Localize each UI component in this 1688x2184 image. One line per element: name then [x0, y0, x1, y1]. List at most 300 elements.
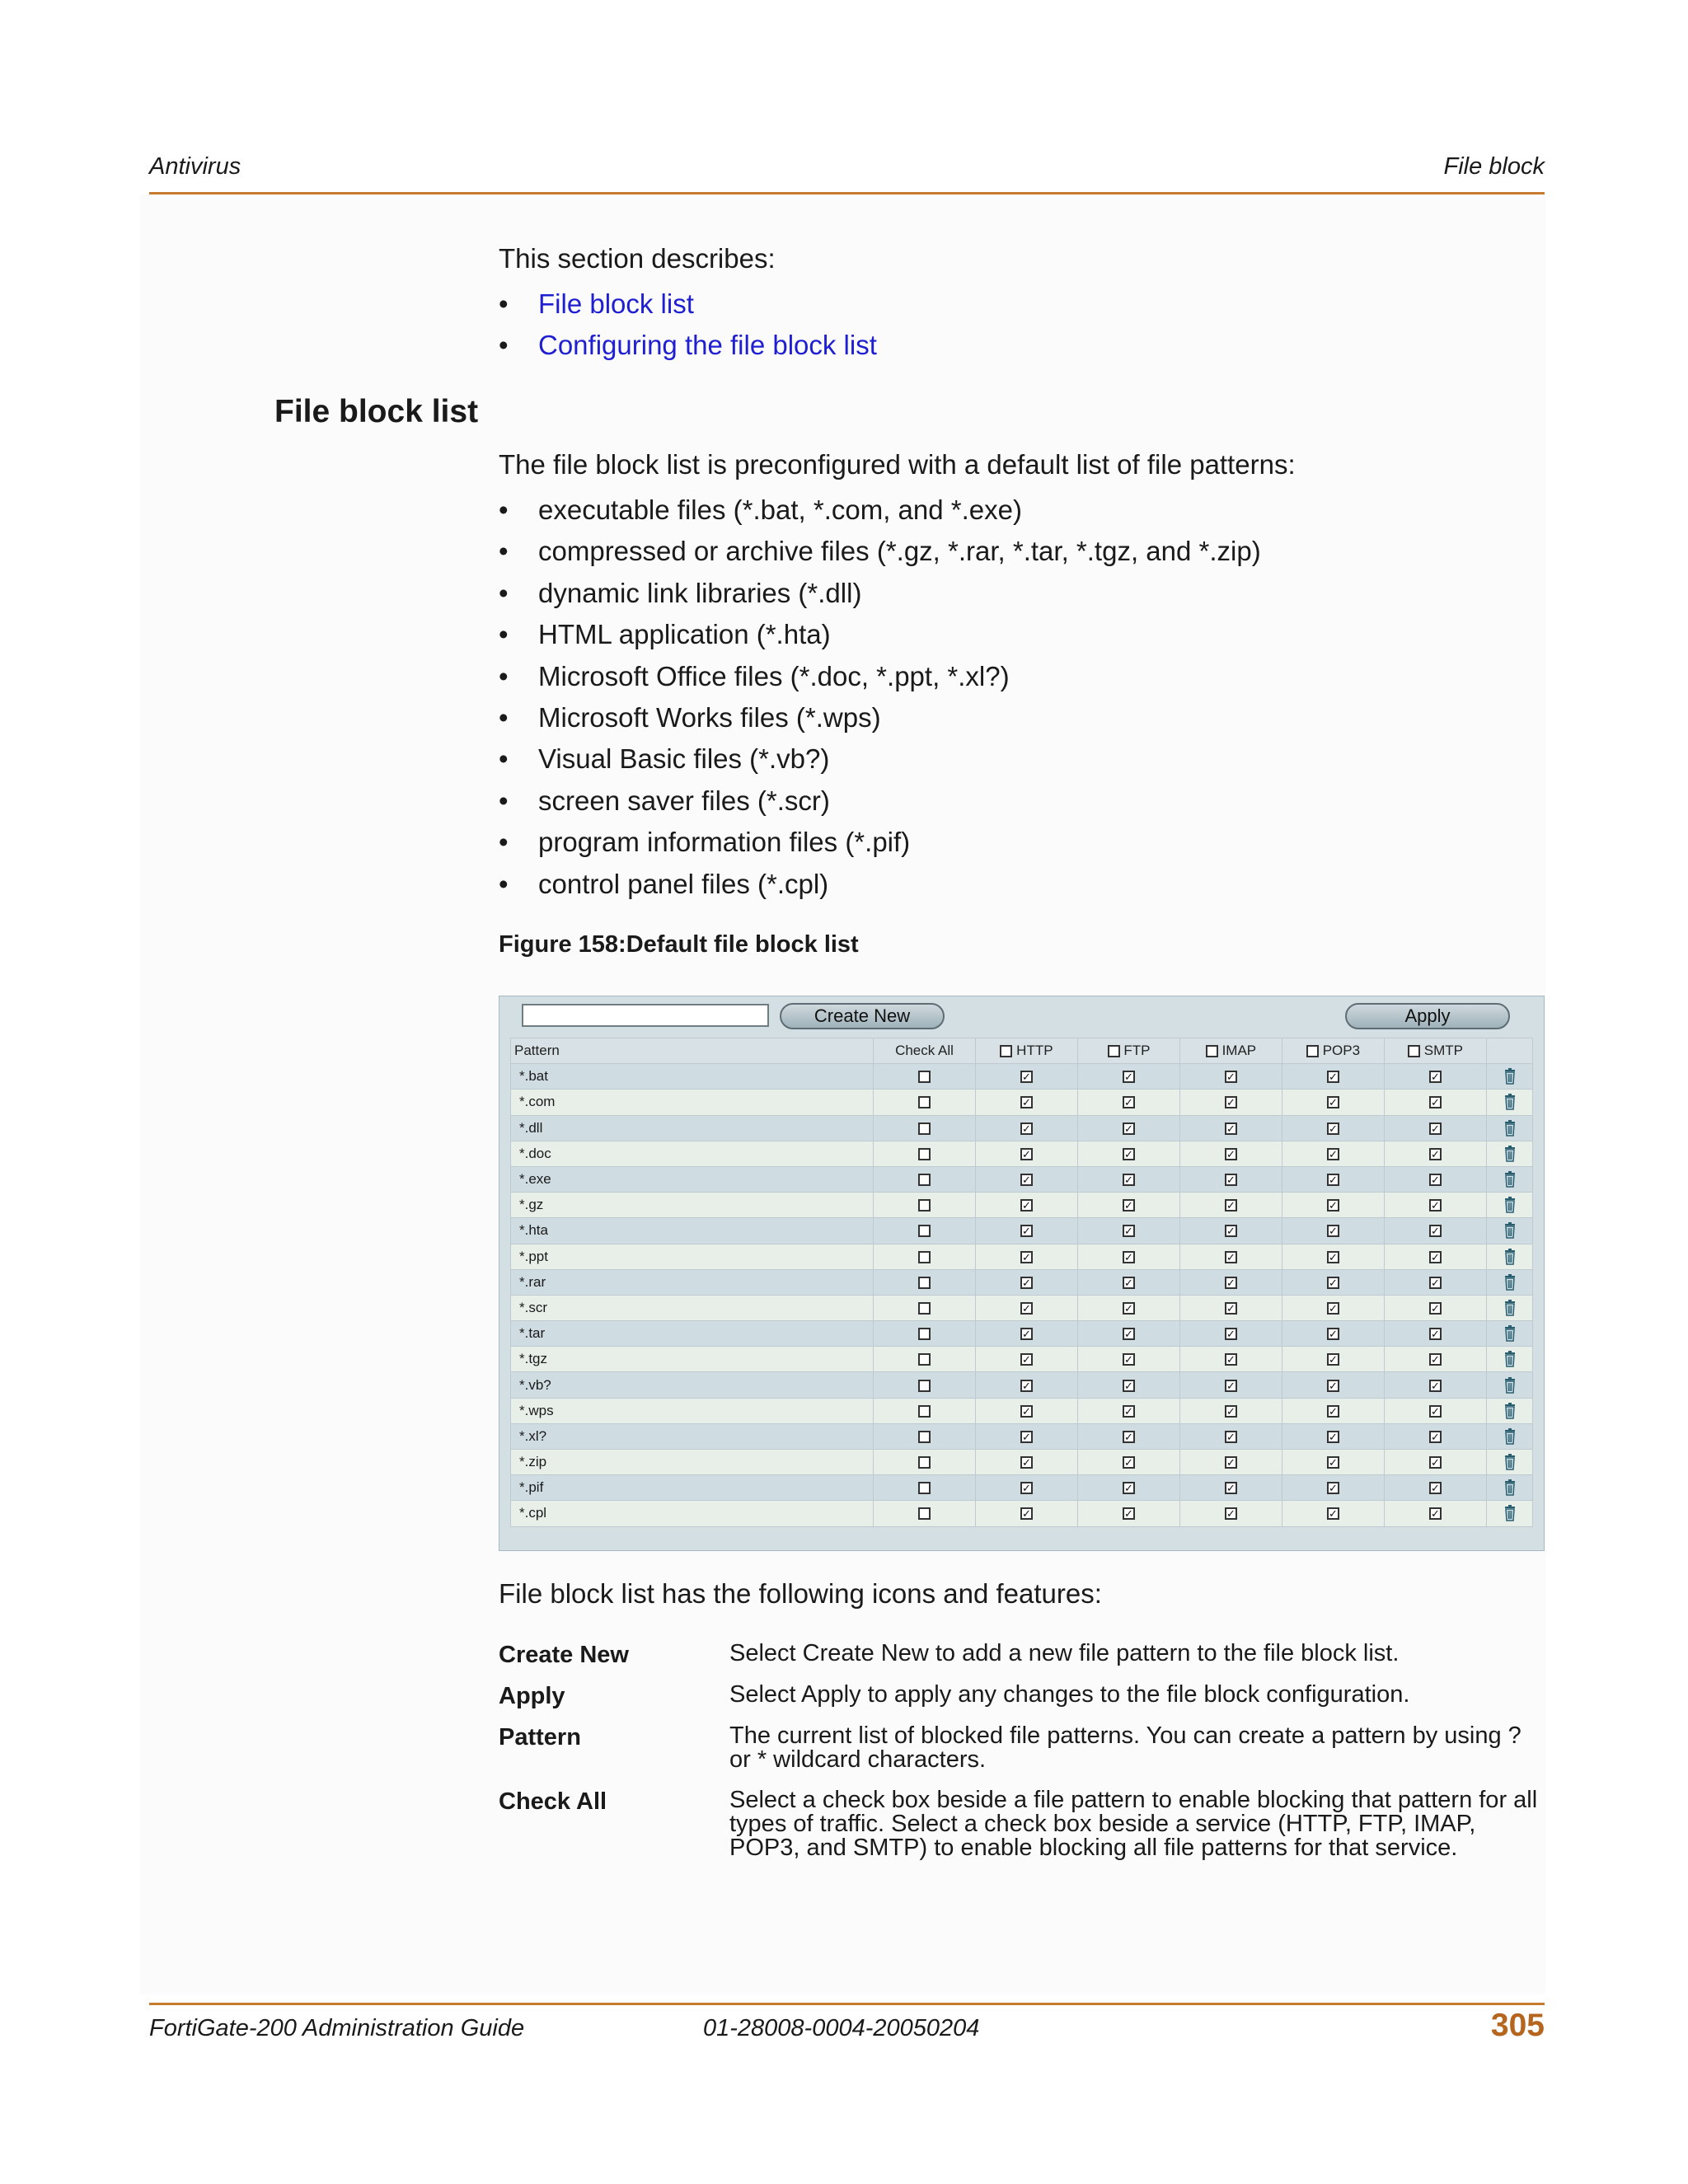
smtp-cell	[1385, 1450, 1487, 1475]
http-cell	[976, 1450, 1078, 1475]
all-checkbox[interactable]	[918, 1482, 931, 1494]
ftp-cell	[1078, 1218, 1180, 1244]
bullet-icon: •	[499, 577, 509, 608]
bullet-icon: •	[499, 288, 509, 319]
apply-button[interactable]: Apply	[1345, 1003, 1510, 1029]
file-block-screenshot	[499, 996, 1545, 1551]
table-row	[511, 1090, 1533, 1115]
all-cell	[874, 1347, 976, 1372]
all-checkbox[interactable]	[918, 1277, 931, 1289]
imap-checkbox[interactable]: ✓	[1225, 1302, 1237, 1315]
pop3-cell	[1282, 1372, 1385, 1398]
all-cell	[874, 1090, 976, 1115]
bullet-icon: •	[499, 868, 509, 899]
smtp-checkbox[interactable]: ✓	[1429, 1225, 1442, 1237]
feature-term: Apply	[499, 1683, 565, 1709]
pop3-checkbox[interactable]: ✓	[1327, 1405, 1339, 1418]
imap-checkbox[interactable]: ✓	[1225, 1431, 1237, 1443]
all-cell	[874, 1166, 976, 1192]
pattern-cell: *.cpl	[511, 1501, 874, 1526]
imap-checkbox[interactable]: ✓	[1225, 1225, 1237, 1237]
ftp-checkbox[interactable]: ✓	[1123, 1328, 1135, 1340]
http-checkbox[interactable]: ✓	[1020, 1174, 1033, 1186]
table-header-row	[511, 1038, 1533, 1064]
feature-term: Pattern	[499, 1724, 581, 1750]
pattern-cell: *.vb?	[511, 1372, 874, 1398]
imap-cell	[1180, 1501, 1282, 1526]
all-checkbox[interactable]	[918, 1431, 931, 1443]
col-pattern: Pattern	[511, 1038, 874, 1064]
http-checkbox[interactable]: ✓	[1020, 1380, 1033, 1392]
http-checkbox[interactable]	[1000, 1045, 1012, 1057]
imap-cell	[1180, 1295, 1282, 1320]
footer-doc-number: 01-28008-0004-20050204	[703, 2015, 980, 2041]
ftp-cell	[1078, 1501, 1180, 1526]
ftp-cell	[1078, 1372, 1180, 1398]
all-cell	[874, 1193, 976, 1218]
ftp-cell	[1078, 1141, 1180, 1166]
section-intro: The file block list is preconfigured with a default list of file patterns:	[499, 449, 1296, 480]
all-checkbox[interactable]	[918, 1122, 931, 1135]
http-checkbox[interactable]: ✓	[1020, 1199, 1033, 1212]
pop3-checkbox[interactable]: ✓	[1327, 1096, 1339, 1108]
delete-cell	[1487, 1475, 1533, 1501]
http-checkbox[interactable]: ✓	[1020, 1096, 1033, 1108]
pop3-cell	[1282, 1269, 1385, 1295]
all-cell	[874, 1244, 976, 1269]
bullet-icon: •	[499, 494, 509, 525]
pop3-cell	[1282, 1501, 1385, 1526]
imap-cell	[1180, 1166, 1282, 1192]
trash-icon[interactable]	[1501, 1145, 1519, 1163]
ftp-checkbox[interactable]	[1108, 1045, 1120, 1057]
bullet-icon: •	[499, 619, 509, 650]
http-checkbox[interactable]: ✓	[1020, 1251, 1033, 1263]
bullet-text: executable files (*.bat, *.com, and *.exe)	[538, 494, 1022, 525]
http-cell	[976, 1398, 1078, 1423]
all-cell	[874, 1218, 976, 1244]
table-row	[511, 1347, 1533, 1372]
pattern-cell: *.pif	[511, 1475, 874, 1501]
delete-cell	[1487, 1347, 1533, 1372]
pattern-cell: *.bat	[511, 1064, 874, 1090]
delete-cell	[1487, 1501, 1533, 1526]
pop3-checkbox[interactable]	[1306, 1045, 1319, 1057]
smtp-cell	[1385, 1193, 1487, 1218]
ftp-checkbox[interactable]: ✓	[1123, 1096, 1135, 1108]
ftp-cell	[1078, 1193, 1180, 1218]
table-row	[511, 1423, 1533, 1449]
imap-cell	[1180, 1347, 1282, 1372]
table-row	[511, 1193, 1533, 1218]
pop3-checkbox[interactable]: ✓	[1327, 1225, 1339, 1237]
pattern-cell: *.tar	[511, 1321, 874, 1347]
imap-checkbox[interactable]: ✓	[1225, 1277, 1237, 1289]
all-checkbox[interactable]	[918, 1174, 931, 1186]
ftp-checkbox[interactable]: ✓	[1123, 1380, 1135, 1392]
all-checkbox[interactable]	[918, 1302, 931, 1315]
bullet-item	[499, 827, 1261, 868]
trash-icon[interactable]	[1501, 1093, 1519, 1111]
pop3-cell	[1282, 1475, 1385, 1501]
smtp-cell	[1385, 1141, 1487, 1166]
http-checkbox[interactable]: ✓	[1020, 1482, 1033, 1494]
table-row	[511, 1321, 1533, 1347]
pop3-checkbox[interactable]: ✓	[1327, 1507, 1339, 1520]
delete-cell	[1487, 1193, 1533, 1218]
trash-icon[interactable]	[1501, 1067, 1519, 1085]
trash-icon[interactable]	[1501, 1299, 1519, 1317]
http-checkbox[interactable]: ✓	[1020, 1507, 1033, 1520]
pop3-checkbox[interactable]: ✓	[1327, 1148, 1339, 1160]
all-checkbox[interactable]	[918, 1353, 931, 1366]
bullet-item	[499, 785, 1261, 827]
smtp-checkbox[interactable]: ✓	[1429, 1199, 1442, 1212]
smtp-checkbox[interactable]: ✓	[1429, 1302, 1442, 1315]
pop3-checkbox[interactable]: ✓	[1327, 1431, 1339, 1443]
pattern-cell: *.doc	[511, 1141, 874, 1166]
footer-rule	[149, 2003, 1545, 2005]
trash-icon[interactable]	[1501, 1273, 1519, 1291]
http-checkbox[interactable]: ✓	[1020, 1225, 1033, 1237]
bullet-icon: •	[499, 330, 509, 360]
all-checkbox[interactable]	[918, 1380, 931, 1392]
trash-icon[interactable]	[1501, 1453, 1519, 1471]
ftp-cell	[1078, 1269, 1180, 1295]
http-cell	[976, 1321, 1078, 1347]
smtp-checkbox[interactable]: ✓	[1429, 1507, 1442, 1520]
pop3-checkbox[interactable]: ✓	[1327, 1302, 1339, 1315]
smtp-checkbox[interactable]: ✓	[1429, 1174, 1442, 1186]
imap-checkbox[interactable]: ✓	[1225, 1174, 1237, 1186]
bullet-icon: •	[499, 536, 509, 567]
smtp-checkbox[interactable]	[1408, 1045, 1420, 1057]
bullet-icon: •	[499, 701, 509, 733]
imap-cell	[1180, 1090, 1282, 1115]
trash-icon[interactable]	[1501, 1376, 1519, 1394]
ftp-checkbox[interactable]: ✓	[1123, 1199, 1135, 1212]
imap-cell	[1180, 1423, 1282, 1449]
ftp-cell	[1078, 1244, 1180, 1269]
all-cell	[874, 1295, 976, 1320]
smtp-cell	[1385, 1166, 1487, 1192]
table-row	[511, 1115, 1533, 1141]
table-row	[511, 1475, 1533, 1501]
pop3-checkbox[interactable]: ✓	[1327, 1251, 1339, 1263]
trash-icon[interactable]	[1501, 1479, 1519, 1497]
table-row	[511, 1244, 1533, 1269]
ftp-checkbox[interactable]: ✓	[1123, 1482, 1135, 1494]
ftp-cell	[1078, 1115, 1180, 1141]
pattern-cell: *.dll	[511, 1115, 874, 1141]
imap-checkbox[interactable]: ✓	[1225, 1380, 1237, 1392]
pop3-checkbox[interactable]: ✓	[1327, 1328, 1339, 1340]
imap-checkbox[interactable]: ✓	[1225, 1148, 1237, 1160]
pop3-checkbox[interactable]: ✓	[1327, 1482, 1339, 1494]
imap-cell	[1180, 1398, 1282, 1423]
bullet-text: dynamic link libraries (*.dll)	[538, 577, 862, 608]
pattern-cell: *.zip	[511, 1450, 874, 1475]
smtp-checkbox[interactable]: ✓	[1429, 1277, 1442, 1289]
trash-icon[interactable]	[1501, 1427, 1519, 1446]
bullet-icon: •	[499, 785, 509, 816]
header-rule	[149, 192, 1545, 194]
col-ftp-label: FTP	[1123, 1043, 1151, 1059]
imap-checkbox[interactable]	[1206, 1045, 1218, 1057]
all-checkbox[interactable]	[918, 1328, 931, 1340]
bullet-item	[499, 661, 1261, 702]
trash-icon[interactable]	[1501, 1221, 1519, 1240]
http-cell	[976, 1166, 1078, 1192]
imap-cell	[1180, 1450, 1282, 1475]
imap-cell	[1180, 1193, 1282, 1218]
all-cell	[874, 1398, 976, 1423]
bullet-text: compressed or archive files (*.gz, *.rar, *.tar, *.tgz, and *.zip)	[538, 536, 1261, 567]
ftp-checkbox[interactable]: ✓	[1123, 1507, 1135, 1520]
ftp-checkbox[interactable]: ✓	[1123, 1353, 1135, 1366]
ftp-cell	[1078, 1321, 1180, 1347]
pattern-cell: *.gz	[511, 1193, 874, 1218]
toolbar	[499, 996, 1544, 1034]
ftp-cell	[1078, 1064, 1180, 1090]
trash-icon[interactable]	[1501, 1504, 1519, 1522]
ftp-checkbox[interactable]: ✓	[1123, 1071, 1135, 1083]
col-ftp	[1078, 1038, 1180, 1064]
pop3-checkbox[interactable]: ✓	[1327, 1174, 1339, 1186]
smtp-cell	[1385, 1064, 1487, 1090]
smtp-checkbox[interactable]: ✓	[1429, 1122, 1442, 1135]
pattern-cell: *.com	[511, 1090, 874, 1115]
pop3-checkbox[interactable]: ✓	[1327, 1380, 1339, 1392]
pop3-checkbox[interactable]: ✓	[1327, 1122, 1339, 1135]
imap-cell	[1180, 1064, 1282, 1090]
page-number: 305	[1490, 2008, 1545, 2043]
all-cell	[874, 1064, 976, 1090]
trash-icon[interactable]	[1501, 1402, 1519, 1420]
pop3-checkbox[interactable]: ✓	[1327, 1456, 1339, 1469]
create-new-button[interactable]: Create New	[780, 1003, 945, 1029]
ftp-cell	[1078, 1295, 1180, 1320]
imap-checkbox[interactable]: ✓	[1225, 1482, 1237, 1494]
imap-checkbox[interactable]: ✓	[1225, 1328, 1237, 1340]
all-cell	[874, 1321, 976, 1347]
http-cell	[976, 1501, 1078, 1526]
delete-cell	[1487, 1090, 1533, 1115]
pattern-input[interactable]	[522, 1004, 769, 1027]
pop3-checkbox[interactable]: ✓	[1327, 1277, 1339, 1289]
table-row	[511, 1295, 1533, 1320]
delete-cell	[1487, 1295, 1533, 1320]
all-checkbox[interactable]	[918, 1456, 931, 1469]
smtp-checkbox[interactable]: ✓	[1429, 1251, 1442, 1263]
bullet-text: screen saver files (*.scr)	[538, 785, 830, 816]
pattern-cell: *.ppt	[511, 1244, 874, 1269]
all-checkbox[interactable]	[918, 1251, 931, 1263]
ftp-checkbox[interactable]: ✓	[1123, 1277, 1135, 1289]
http-checkbox[interactable]: ✓	[1020, 1122, 1033, 1135]
table-row	[511, 1372, 1533, 1398]
col-http-label: HTTP	[1016, 1043, 1053, 1059]
smtp-cell	[1385, 1090, 1487, 1115]
imap-checkbox[interactable]: ✓	[1225, 1251, 1237, 1263]
all-cell	[874, 1141, 976, 1166]
imap-checkbox[interactable]: ✓	[1225, 1096, 1237, 1108]
all-checkbox[interactable]	[918, 1225, 931, 1237]
ftp-cell	[1078, 1450, 1180, 1475]
ftp-checkbox[interactable]: ✓	[1123, 1122, 1135, 1135]
trash-icon[interactable]	[1501, 1170, 1519, 1188]
feature-desc: Select Create New to add a new file pattern to the file block list.	[729, 1640, 1400, 1666]
feature-term: Check All	[499, 1788, 607, 1815]
pop3-cell	[1282, 1398, 1385, 1423]
imap-checkbox[interactable]: ✓	[1225, 1122, 1237, 1135]
imap-checkbox[interactable]: ✓	[1225, 1199, 1237, 1212]
footer-guide-title: FortiGate-200 Administration Guide	[149, 2015, 525, 2041]
imap-checkbox[interactable]: ✓	[1225, 1353, 1237, 1366]
all-checkbox[interactable]	[918, 1405, 931, 1418]
http-cell	[976, 1295, 1078, 1320]
pop3-checkbox[interactable]: ✓	[1327, 1353, 1339, 1366]
imap-checkbox[interactable]: ✓	[1225, 1456, 1237, 1469]
smtp-cell	[1385, 1398, 1487, 1423]
all-checkbox[interactable]	[918, 1199, 931, 1212]
smtp-checkbox[interactable]: ✓	[1429, 1353, 1442, 1366]
ftp-checkbox[interactable]: ✓	[1123, 1225, 1135, 1237]
imap-cell	[1180, 1269, 1282, 1295]
delete-cell	[1487, 1166, 1533, 1192]
imap-checkbox[interactable]: ✓	[1225, 1507, 1237, 1520]
imap-cell	[1180, 1141, 1282, 1166]
col-pop3	[1282, 1038, 1385, 1064]
smtp-checkbox[interactable]: ✓	[1429, 1431, 1442, 1443]
delete-cell	[1487, 1269, 1533, 1295]
col-smtp	[1385, 1038, 1487, 1064]
col-http	[976, 1038, 1078, 1064]
ftp-checkbox[interactable]: ✓	[1123, 1405, 1135, 1418]
pop3-cell	[1282, 1166, 1385, 1192]
ftp-checkbox[interactable]: ✓	[1123, 1148, 1135, 1160]
http-cell	[976, 1269, 1078, 1295]
delete-cell	[1487, 1423, 1533, 1449]
all-cell	[874, 1115, 976, 1141]
all-checkbox[interactable]	[918, 1071, 931, 1083]
table-row	[511, 1064, 1533, 1090]
col-check-all: Check All	[874, 1038, 976, 1064]
pop3-cell	[1282, 1193, 1385, 1218]
smtp-checkbox[interactable]: ✓	[1429, 1482, 1442, 1494]
all-checkbox[interactable]	[918, 1148, 931, 1160]
file-pattern-bullets	[499, 494, 1261, 910]
trash-icon[interactable]	[1501, 1119, 1519, 1137]
all-checkbox[interactable]	[918, 1507, 931, 1520]
table-row	[511, 1398, 1533, 1423]
pop3-cell	[1282, 1295, 1385, 1320]
ftp-checkbox[interactable]: ✓	[1123, 1302, 1135, 1315]
http-checkbox[interactable]: ✓	[1020, 1353, 1033, 1366]
pop3-checkbox[interactable]: ✓	[1327, 1199, 1339, 1212]
all-checkbox[interactable]	[918, 1096, 931, 1108]
smtp-checkbox[interactable]: ✓	[1429, 1456, 1442, 1469]
pop3-checkbox[interactable]: ✓	[1327, 1071, 1339, 1083]
pop3-cell	[1282, 1450, 1385, 1475]
smtp-cell	[1385, 1321, 1487, 1347]
pop3-cell	[1282, 1115, 1385, 1141]
pattern-cell: *.rar	[511, 1269, 874, 1295]
imap-checkbox[interactable]: ✓	[1225, 1071, 1237, 1083]
smtp-checkbox[interactable]: ✓	[1429, 1071, 1442, 1083]
toc-item	[499, 288, 877, 330]
pop3-cell	[1282, 1423, 1385, 1449]
http-checkbox[interactable]: ✓	[1020, 1071, 1033, 1083]
imap-cell	[1180, 1372, 1282, 1398]
imap-cell	[1180, 1321, 1282, 1347]
smtp-checkbox[interactable]: ✓	[1429, 1328, 1442, 1340]
smtp-checkbox[interactable]: ✓	[1429, 1096, 1442, 1108]
bullet-item	[499, 743, 1261, 785]
http-checkbox[interactable]: ✓	[1020, 1302, 1033, 1315]
smtp-checkbox[interactable]: ✓	[1429, 1380, 1442, 1392]
ftp-cell	[1078, 1347, 1180, 1372]
http-checkbox[interactable]: ✓	[1020, 1405, 1033, 1418]
toc-link-file-block-list[interactable]: File block list	[538, 288, 694, 319]
http-cell	[976, 1475, 1078, 1501]
header-section: File block	[1443, 153, 1545, 180]
http-checkbox[interactable]: ✓	[1020, 1148, 1033, 1160]
pop3-cell	[1282, 1218, 1385, 1244]
smtp-cell	[1385, 1501, 1487, 1526]
delete-cell	[1487, 1064, 1533, 1090]
imap-cell	[1180, 1475, 1282, 1501]
bullet-text: HTML application (*.hta)	[538, 619, 831, 650]
pattern-cell: *.exe	[511, 1166, 874, 1192]
delete-cell	[1487, 1450, 1533, 1475]
imap-checkbox[interactable]: ✓	[1225, 1405, 1237, 1418]
toc-link-configuring[interactable]: Configuring the file block list	[538, 330, 877, 360]
pop3-cell	[1282, 1347, 1385, 1372]
ftp-checkbox[interactable]: ✓	[1123, 1251, 1135, 1263]
feature-desc: Select a check box beside a file pattern to enable blocking that pattern for all types of traffic. Select a check box beside a service (HTTP, FTP, IMAP, POP3, and SMTP) to enable blocking all file patterns for that service.	[729, 1787, 1538, 1861]
table-row	[511, 1269, 1533, 1295]
http-checkbox[interactable]: ✓	[1020, 1328, 1033, 1340]
col-pop3-label: POP3	[1322, 1043, 1361, 1059]
bullet-icon: •	[499, 743, 509, 775]
http-cell	[976, 1423, 1078, 1449]
trash-icon[interactable]	[1501, 1350, 1519, 1368]
trash-icon[interactable]	[1501, 1196, 1519, 1214]
trash-icon[interactable]	[1501, 1248, 1519, 1266]
ftp-cell	[1078, 1398, 1180, 1423]
table-row	[511, 1450, 1533, 1475]
ftp-checkbox[interactable]: ✓	[1123, 1456, 1135, 1469]
smtp-cell	[1385, 1295, 1487, 1320]
imap-cell	[1180, 1218, 1282, 1244]
ftp-checkbox[interactable]: ✓	[1123, 1174, 1135, 1186]
ftp-checkbox[interactable]: ✓	[1123, 1431, 1135, 1443]
table-row	[511, 1166, 1533, 1192]
http-cell	[976, 1372, 1078, 1398]
intro-text: This section describes:	[499, 243, 776, 274]
smtp-checkbox[interactable]: ✓	[1429, 1405, 1442, 1418]
pattern-cell: *.wps	[511, 1398, 874, 1423]
pattern-cell: *.scr	[511, 1295, 874, 1320]
http-checkbox[interactable]: ✓	[1020, 1277, 1033, 1289]
col-imap	[1180, 1038, 1282, 1064]
trash-icon[interactable]	[1501, 1324, 1519, 1343]
smtp-checkbox[interactable]: ✓	[1429, 1148, 1442, 1160]
http-checkbox[interactable]: ✓	[1020, 1431, 1033, 1443]
smtp-cell	[1385, 1115, 1487, 1141]
http-checkbox[interactable]: ✓	[1020, 1456, 1033, 1469]
